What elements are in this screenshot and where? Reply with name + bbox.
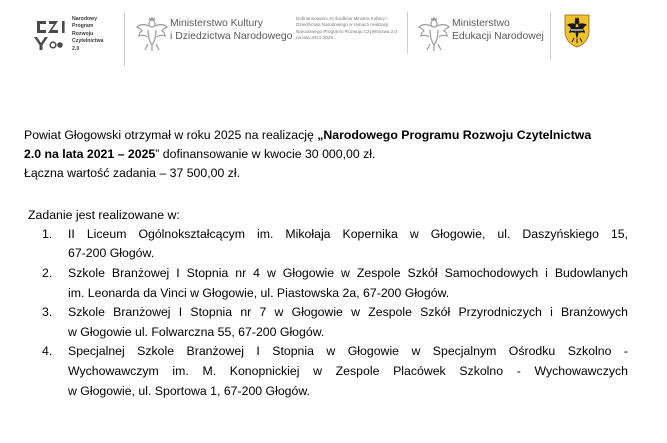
list-number: 1.: [42, 226, 53, 241]
logo-divider: [124, 12, 125, 66]
nprc-logo-text: [72, 16, 118, 53]
list-item: [24, 303, 628, 342]
list-item-line: 67-200 Głogów.: [68, 246, 155, 261]
men-logo: [418, 14, 546, 60]
nprc-line: Czytelnictwa: [72, 38, 104, 45]
school-list: [24, 225, 636, 401]
list-item-line: im. Leonarda da Vinci w Głogowie, ul. Piastowska 2a, 67-200 Głogów.: [68, 285, 450, 300]
list-item: [24, 264, 628, 303]
list-item-line: Szkole Branżowej I Stopnia nr 4 w Głogowie w Zespole Szkół Samochodowych i Budowlanych: [68, 266, 628, 280]
men-logo-text: [452, 18, 548, 44]
list-number: 2.: [42, 266, 53, 280]
men-line: Ministerstwo: [452, 18, 510, 29]
list-item-line: Specjalnej Szkole Branżowej I Stopnia w Głogowie w Specjalnym Ośrodku Szkolno -: [68, 344, 628, 359]
funding-note: Dofinansowano ze środków Ministra Kultury i Dziedzictwa Narodowego w ramach realizacji Narodowego Programu Rozwoju Czytelnictwa 2.0 na lata 2021-2025: [296, 16, 398, 41]
list-number: 4.: [42, 344, 53, 359]
list-item-line: Szkole Branżowej I Stopnia nr 7 w Głogowie w Zespole Szkół Przyrodniczych i Branżowych: [68, 305, 628, 320]
funding-paragraph-line-2: [24, 145, 636, 164]
mkidn-line: Ministerstwo Kultury: [170, 18, 263, 29]
list-item-line: II Liceum Ogólnokształcącym im. Mikołaja Kopernika w Głogowie, ul. Daszyńskiego 15,: [68, 226, 628, 241]
task-intro: Zadanie jest realizowane w:: [28, 207, 180, 222]
eagle-icon: [418, 14, 450, 54]
nprc-logo: [34, 14, 114, 66]
list-item-line: w Głogowie ul. Folwarczna 55, 67-200 Głogów.: [68, 324, 325, 339]
list-item-line: Wychowawczym im. M. Konopnickiej w Zespole Placówek Szkolno - Wychowawczych: [68, 363, 628, 378]
nprc-line: Program: [72, 23, 94, 30]
program-years: 2.0 na lata 2021 – 2025: [24, 147, 156, 162]
nprc-line: Narodowy: [72, 16, 98, 22]
nprc-line: 2.0: [72, 45, 80, 52]
logo-header: [0, 0, 667, 80]
mkidn-logo: [136, 14, 293, 60]
document-body: [24, 126, 636, 401]
logo-divider: [407, 12, 408, 54]
mkidn-logo-text: [170, 18, 292, 44]
program-name: „Narodowego Programu Rozwoju Czytelnictwa: [317, 128, 592, 142]
list-item: [24, 342, 628, 401]
nprc-line: Rozwoju: [72, 30, 94, 37]
nprc-mark-icon: [34, 18, 70, 52]
mkidn-line: i Dziedzictwa Narodowego: [170, 30, 293, 42]
list-number: 3.: [42, 305, 53, 320]
men-line: Edukacji Narodowej: [452, 30, 544, 42]
eagle-icon: [136, 14, 168, 54]
funding-text: Powiat Głogowski otrzymał w roku 2025 na realizację: [24, 128, 318, 142]
coat-of-arms-icon: [564, 14, 590, 48]
logo-divider: [550, 12, 551, 60]
total-value-line: Łączna wartość zadania – 37 500,00 zł.: [24, 166, 241, 181]
funding-amount-text: ” dofinansowanie w kwocie 30 000,00 zł.: [155, 147, 376, 162]
list-item: [24, 225, 628, 264]
list-item-line: w Głogowie, ul. Sportowa 1, 67-200 Głogów.: [68, 383, 310, 398]
funding-paragraph-line-1: [24, 126, 636, 145]
